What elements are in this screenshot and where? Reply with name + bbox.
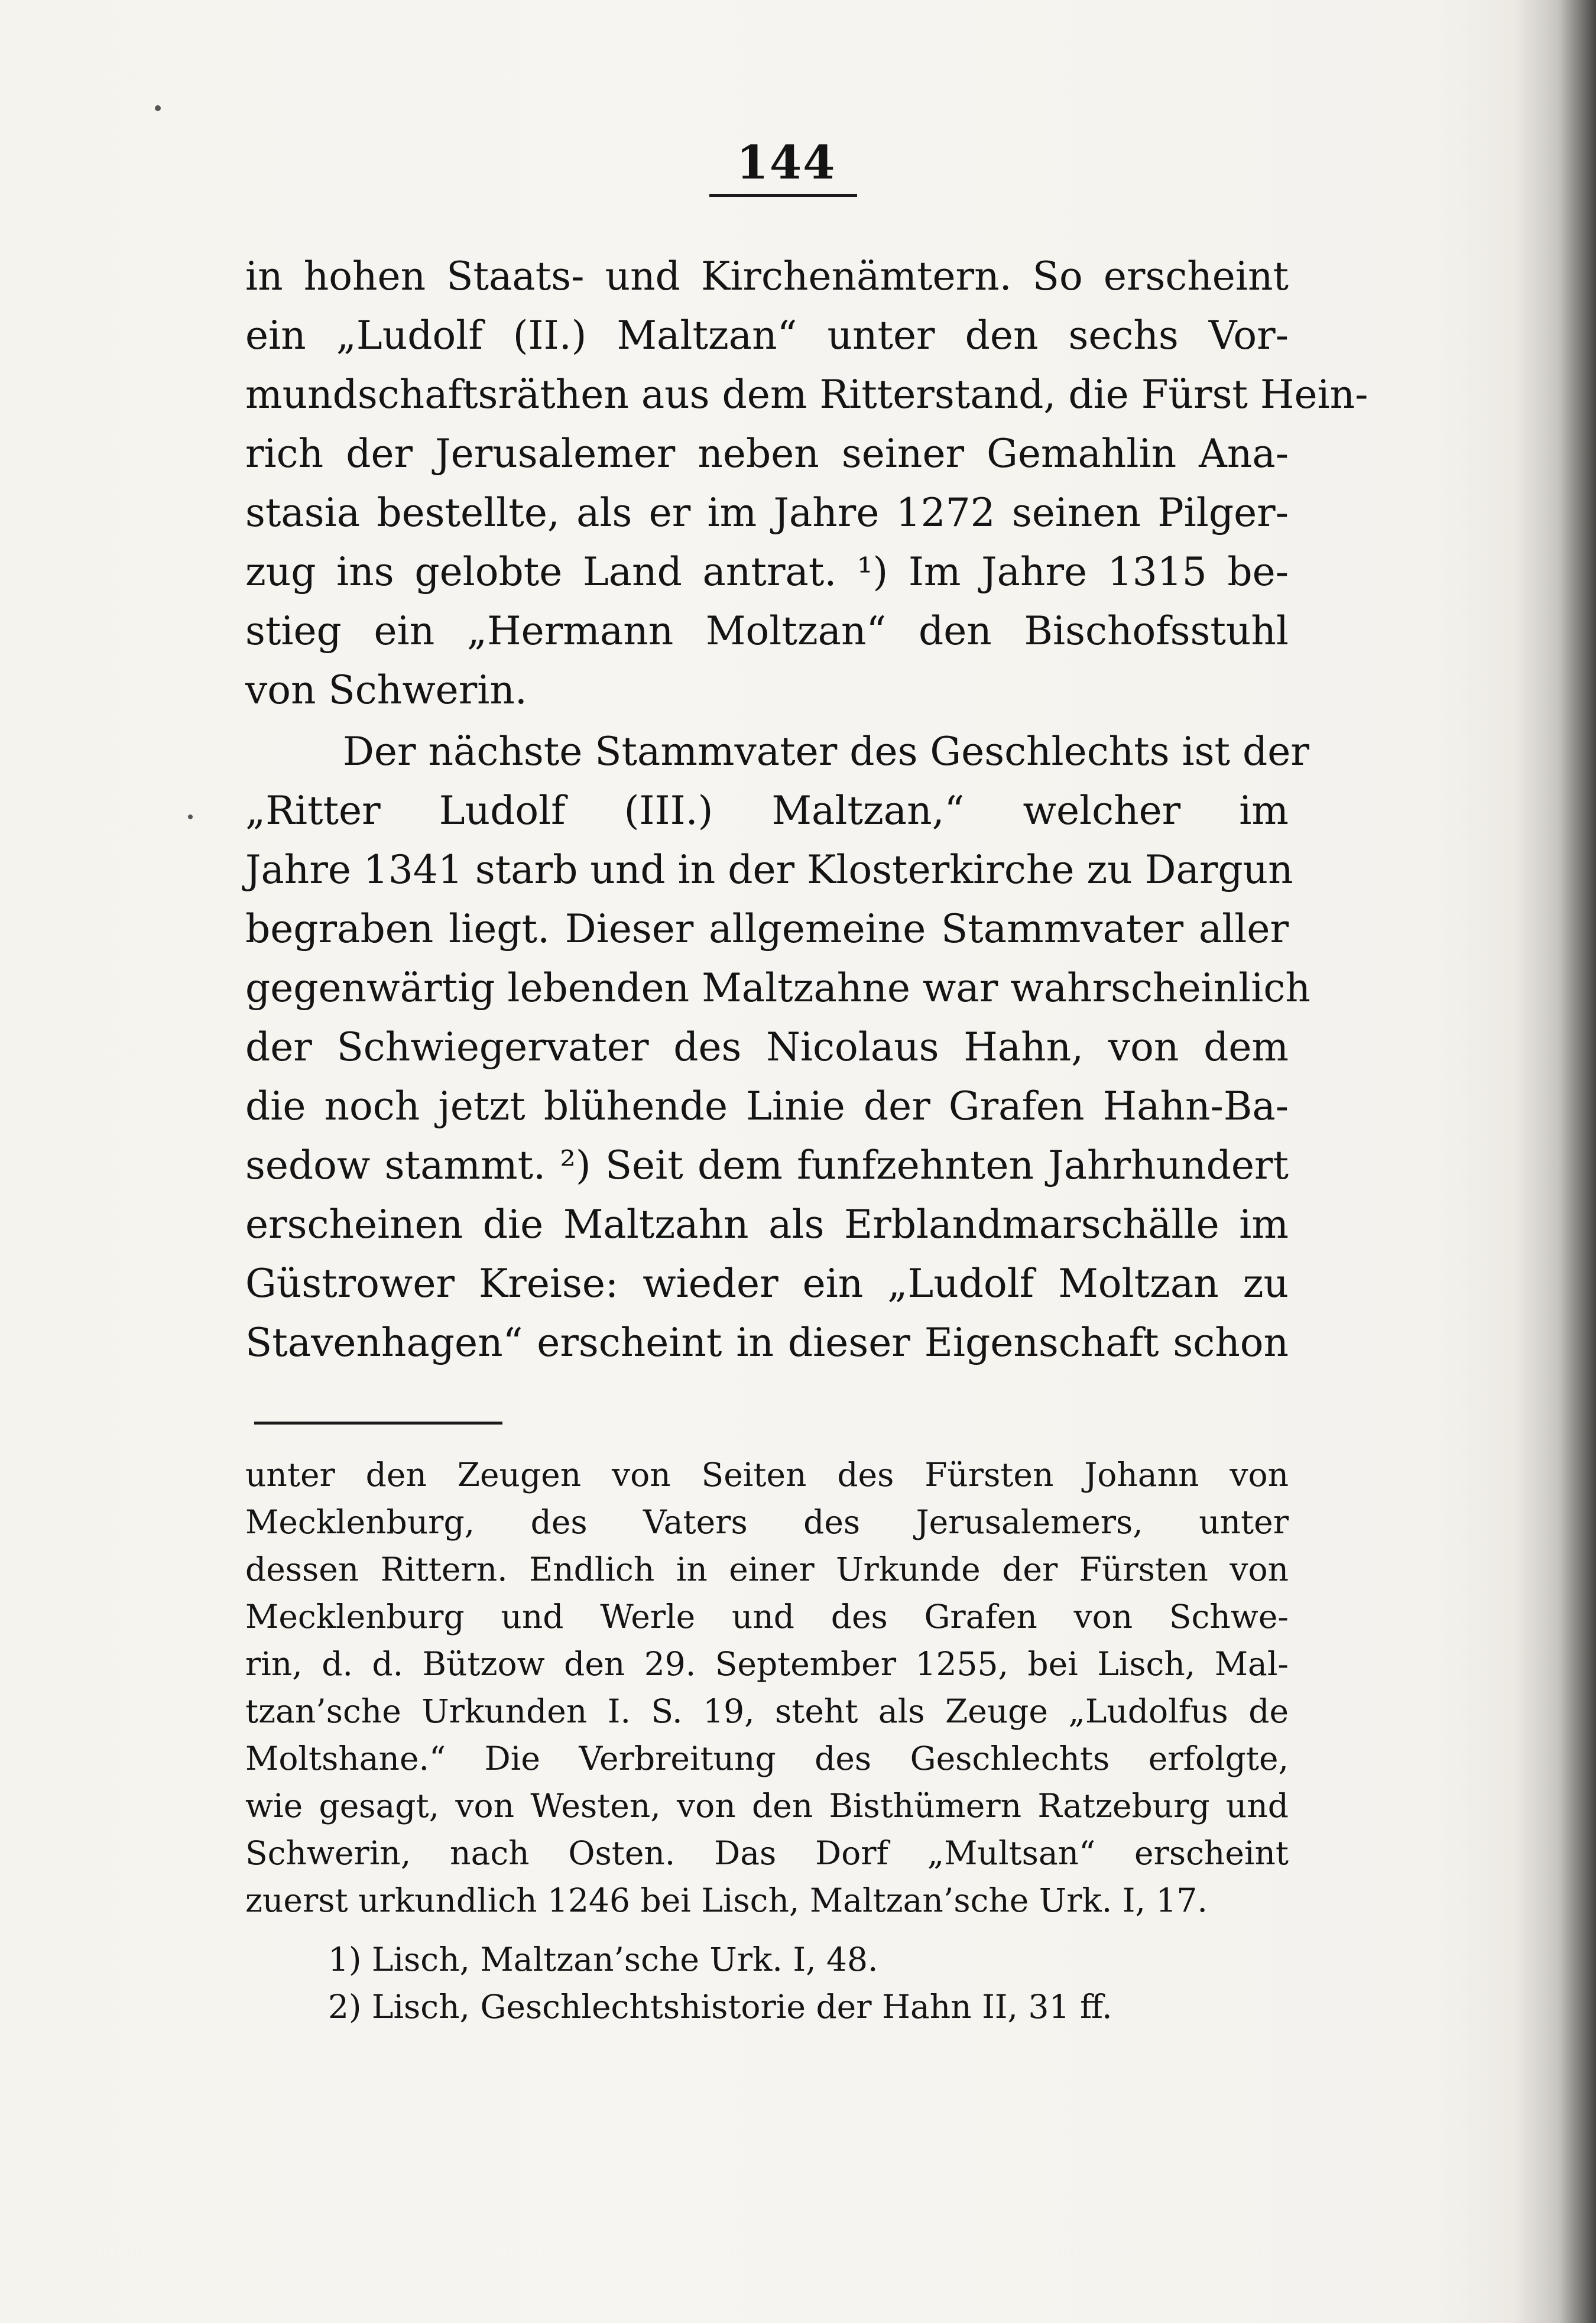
text-line: Güstrower Kreise: wieder ein „Ludolf Moltzan zu xyxy=(245,1261,1289,1306)
text-line: mundschaftsräthen aus dem Ritterstand, die Fürst Hein- xyxy=(245,372,1368,417)
print-speck xyxy=(188,815,193,819)
footnote-line: wie gesagt, von Westen, von den Bisthümern Ratzeburg und xyxy=(245,1787,1289,1825)
footnote-line: dessen Rittern. Endlich in einer Urkunde der Fürsten von xyxy=(245,1550,1289,1588)
text-line: von Schwerin. xyxy=(245,667,527,713)
text-line: gegenwärtig lebenden Maltzahne war wahrscheinlich xyxy=(245,965,1310,1011)
footnote-line: Schwerin, nach Osten. Das Dorf „Multsan“ erscheint xyxy=(245,1834,1289,1872)
text-line: stasia bestellte, als er im Jahre 1272 seinen Pilger- xyxy=(245,490,1289,536)
text-line: in hohen Staats- und Kirchenämtern. So erscheint xyxy=(245,254,1289,299)
text-line: sedow stammt. ²) Seit dem funfzehnten Jahrhundert xyxy=(245,1143,1289,1188)
text-line: der Schwiegervater des Nicolaus Hahn, von dem xyxy=(245,1024,1289,1070)
footnote-line: zuerst urkundlich 1246 bei Lisch, Maltzan’sche Urk. I, 17. xyxy=(245,1881,1208,1919)
text-line: stieg ein „Hermann Moltzan“ den Bischofsstuhl xyxy=(245,608,1289,654)
text-line: Der nächste Stammvater des Geschlechts ist der xyxy=(343,729,1309,774)
page-number: 144 xyxy=(736,136,836,190)
text-line: „Ritter Ludolf (III.) Maltzan,“ welcher im xyxy=(245,788,1289,833)
footnote-line: rin, d. d. Bützow den 29. September 1255, bei Lisch, Mal- xyxy=(245,1645,1289,1683)
text-line: begraben liegt. Dieser allgemeine Stammvater aller xyxy=(245,906,1289,952)
page-edge-shadow xyxy=(1513,0,1596,2323)
footnote-line: tzan’sche Urkunden I. S. 19, steht als Zeuge „Ludolfus de xyxy=(245,1692,1289,1730)
print-speck xyxy=(155,105,161,111)
footnote-line: Moltshane.“ Die Verbreitung des Geschlechts erfolgte, xyxy=(245,1740,1289,1777)
text-line: Stavenhagen“ erscheint in dieser Eigenschaft schon xyxy=(245,1320,1289,1365)
footnote-line: Mecklenburg, des Vaters des Jerusalemers, unter xyxy=(245,1503,1289,1541)
footnote-2: 2) Lisch, Geschlechtshistorie der Hahn II, 31 ff. xyxy=(328,1988,1112,2026)
footnote-line: Mecklenburg und Werle und des Grafen von Schwe- xyxy=(245,1598,1289,1636)
text-line: erscheinen die Maltzahn als Erblandmarschälle im xyxy=(245,1202,1289,1247)
header-rule xyxy=(709,194,857,197)
footnote-rule xyxy=(254,1422,502,1425)
text-line: Jahre 1341 starb und in der Klosterkirche zu Dargun xyxy=(245,847,1293,893)
text-line: die noch jetzt blühende Linie der Grafen Hahn-Ba- xyxy=(245,1083,1289,1129)
text-line: ein „Ludolf (II.) Maltzan“ unter den sechs Vor- xyxy=(245,313,1289,358)
footnote-line: unter den Zeugen von Seiten des Fürsten Johann von xyxy=(245,1456,1289,1494)
text-line: zug ins gelobte Land antrat. ¹) Im Jahre 1315 be- xyxy=(245,549,1289,595)
footnote-1: 1) Lisch, Maltzan’sche Urk. I, 48. xyxy=(328,1941,878,1978)
text-line: rich der Jerusalemer neben seiner Gemahlin Ana- xyxy=(245,431,1289,476)
